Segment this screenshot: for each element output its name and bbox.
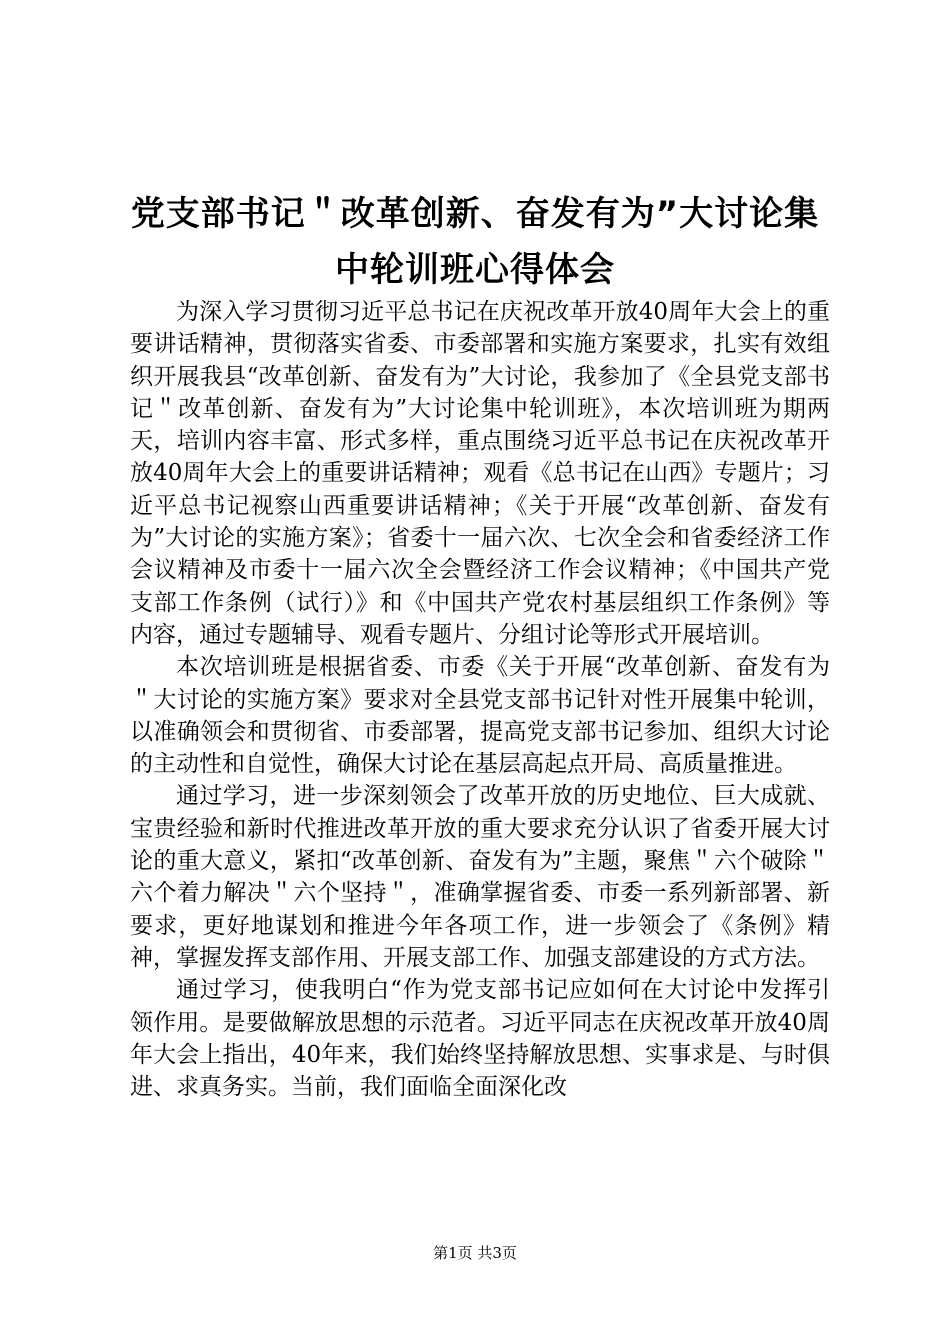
document-body bbox=[130, 296, 830, 1103]
title-line-2: 中轮训班心得体会 bbox=[335, 250, 615, 290]
body-paragraph: 本次培训班是根据省委、市委《关于开展“改革创新、奋发有为＂大讨论的实施方案》要求对全县党支部书记针对性开展集中轮训，以准确领会和贯彻省、市委部署，提高党支部书记参加、组织大讨论的主动性和自觉性，确保大讨论在基层高起点开局、高质量推进。 bbox=[130, 654, 830, 778]
body-paragraph: 通过学习，使我明白“作为党支部书记应如何在大讨论中发挥引领作用。是要做解放思想的示范者。习近平同志在庆祝改革开放40周年大会上指出，40年来，我们始终坚持解放思想、实事求是、与时俱进、求真务实。当前，我们面临全面深化改 bbox=[130, 977, 830, 1101]
title-line-1: 党支部书记＂改革创新、奋发有为”大讨论集 bbox=[130, 194, 820, 234]
document-title bbox=[100, 186, 850, 298]
page-number-footer: 第1页 共3页 bbox=[433, 1244, 517, 1262]
body-paragraph: 通过学习，进一步深刻领会了改革开放的历史地位、巨大成就、宝贵经验和新时代推进改革开放的重大要求充分认识了省委开展大讨论的重大意义，紧扣“改革创新、奋发有为”主题，聚焦＂六个破除＂六个着力解决＂六个坚持＂，准确掌握省委、市委一系列新部署、新要求，更好地谋划和推进今年各项工作，进一步领会了《条例》精神，掌握发挥支部作用、开展支部工作、加强支部建设的方式方法。 bbox=[130, 783, 830, 971]
body-paragraph: 为深入学习贯彻习近平总书记在庆祝改革开放40周年大会上的重要讲话精神，贯彻落实省委、市委部署和实施方案要求，扎实有效组织开展我县“改革创新、奋发有为”大讨论，我参加了《全县党支部书记＂改革创新、奋发有为”大讨论集中轮训班》，本次培训班为期两天，培训内容丰富、形式多样，重点围绕习近平总书记在庆祝改革开放40周年大会上的重要讲话精神；观看《总书记在山西》专题片；习近平总书记视察山西重要讲话精神；《关于开展“改革创新、奋发有为”大讨论的实施方案》；省委十一届六次、七次全会和省委经济工作会议精神及市委十一届六次全会暨经济工作会议精神；《中国共产党支部工作条例（试行）》和《中国共产党农村基层组织工作条例》等内容，通过专题辅导、观看专题片、分组讨论等形式开展培训。 bbox=[130, 299, 830, 648]
